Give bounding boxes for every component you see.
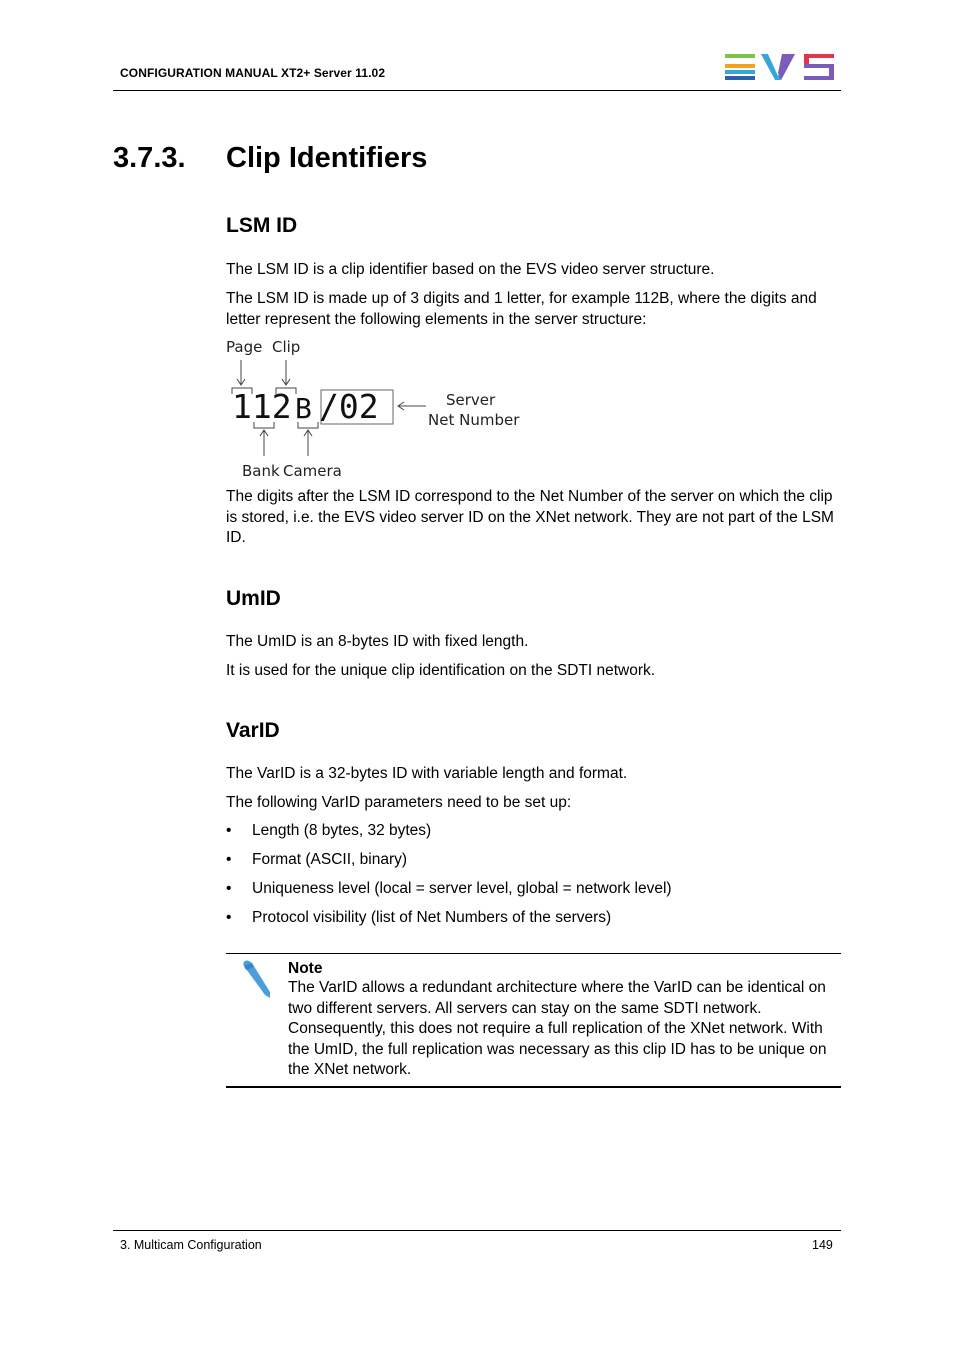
heading-lsm-id: LSM ID: [226, 214, 298, 237]
label-server: Server: [446, 391, 496, 409]
header-rule: [113, 90, 841, 91]
code-net: /02: [319, 387, 379, 426]
note-body: The VarID allows a redundant architecture where the VarID can be identical on two different servers. All servers can stay on the same SDTI network. Consequently, this does not require a full replication of the XNet network. With the UmID, the full replication was necessary as this clip ID has to be unique on the XNet network.: [288, 979, 827, 1078]
footer-chapter: 3. Multicam Configuration: [120, 1238, 262, 1252]
list-item-text: Uniqueness level (local = server level, global = network level): [252, 880, 672, 897]
lsm-id-diagram: [226, 336, 526, 486]
footer-rule: [113, 1230, 841, 1231]
lsm-paragraph-1: The LSM ID is a clip identifier based on the EVS video server structure.: [226, 261, 715, 278]
list-item-text: Format (ASCII, binary): [252, 851, 408, 868]
section-number: 3.7.3.: [113, 142, 186, 174]
label-page: Page: [226, 338, 263, 356]
running-header: CONFIGURATION MANUAL XT2+ Server 11.02: [120, 66, 386, 80]
heading-varid: VarID: [226, 719, 280, 742]
label-bank: Bank: [242, 462, 280, 480]
bullet-marker: •: [226, 822, 232, 839]
label-camera: Camera: [283, 462, 342, 480]
list-item-text: Protocol visibility (list of Net Numbers of the servers): [252, 909, 612, 926]
evs-logo: [724, 52, 836, 82]
heading-umid: UmID: [226, 587, 281, 610]
list-item-text: Length (8 bytes, 32 bytes): [252, 822, 432, 839]
lsm-paragraph-3: The digits after the LSM ID correspond to the Net Number of the server on which the clip is stored, i.e. the EVS video server ID on the XNet network. They are not part of the LSM ID.: [226, 488, 834, 546]
label-clip: Clip: [272, 338, 301, 356]
umid-paragraph-2: It is used for the unique clip identification on the SDTI network.: [226, 662, 656, 679]
varid-paragraph-1: The VarID is a 32-bytes ID with variable length and format.: [226, 765, 628, 782]
section-title: Clip Identifiers: [226, 142, 428, 174]
pencil-icon: [240, 958, 274, 1000]
varid-paragraph-2: The following VarID parameters need to be set up:: [226, 794, 572, 811]
lsm-paragraph-2: The LSM ID is made up of 3 digits and 1 letter, for example 112B, where the digits and letter represent the following elements in the server structure:: [226, 290, 817, 328]
label-net-number: Net Number: [428, 411, 520, 429]
bullet-marker: •: [226, 909, 232, 926]
umid-paragraph-1: The UmID is an 8-bytes ID with fixed length.: [226, 633, 529, 650]
code-digits: 112: [232, 387, 292, 426]
code-letter: B: [295, 392, 312, 425]
note-heading: Note: [288, 960, 323, 977]
note-rule-bottom: [226, 1086, 841, 1088]
note-rule-top: [226, 953, 841, 954]
page-number: 149: [812, 1238, 833, 1252]
bullet-marker: •: [226, 851, 232, 868]
bullet-marker: •: [226, 880, 232, 897]
